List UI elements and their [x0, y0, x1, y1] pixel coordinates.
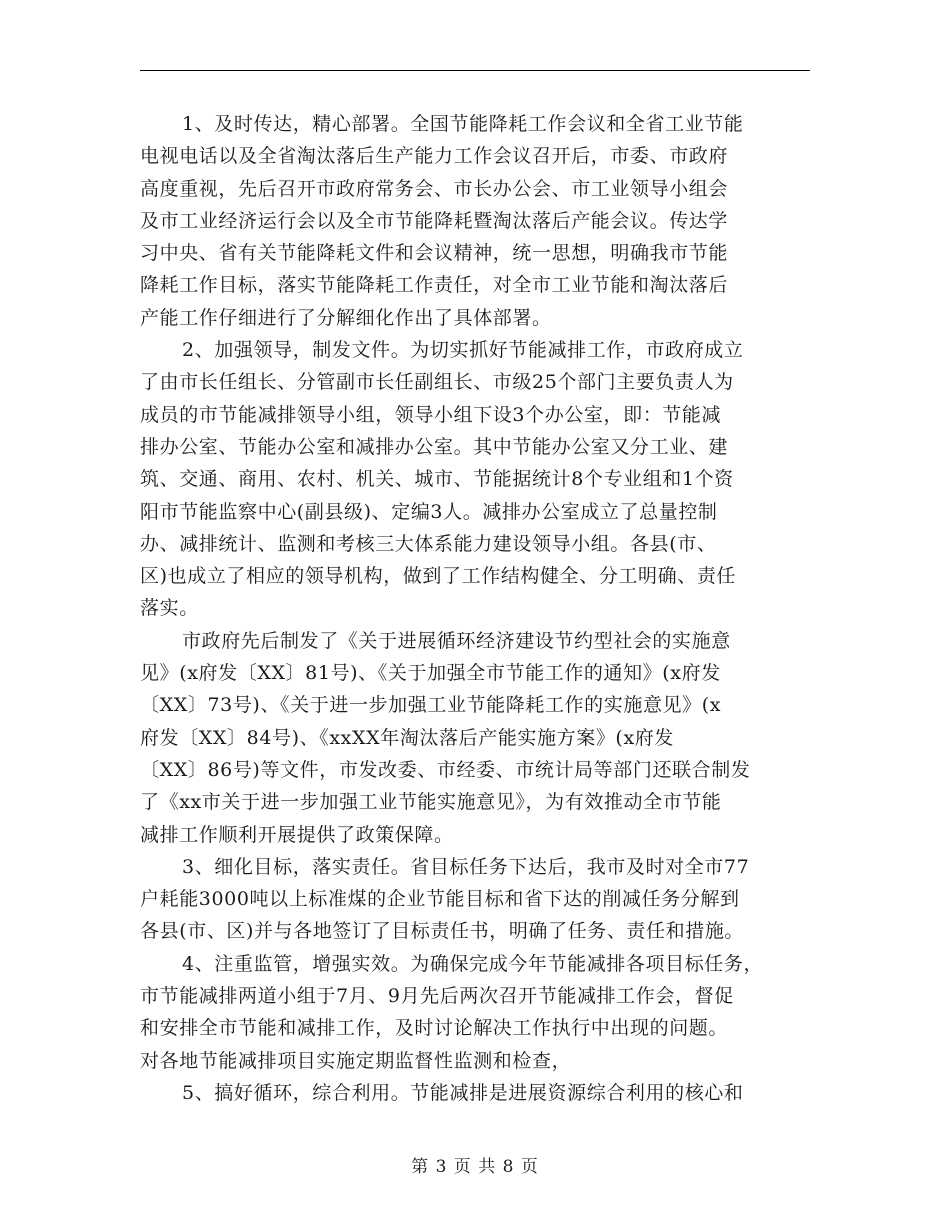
- paragraph-line: 习中央、省有关节能降耗文件和会议精神，统一思想，明确我市节能: [140, 242, 729, 265]
- paragraph-line: 户耗能3000吨以上标准煤的企业节能目标和省下达的削减任务分解到: [140, 888, 740, 911]
- document-body: [140, 108, 810, 1109]
- paragraph-line: 对各地节能减排项目实施定期监督性监测和检查，: [140, 1049, 572, 1072]
- paragraph-first-line: 3、细化目标，落实责任。省目标任务下达后，我市及时对全市77: [182, 855, 750, 878]
- paragraph-line: 〔XX〕73号)、《关于进一步加强工业节能降耗工作的实施意见》(x: [140, 694, 722, 717]
- paragraph-first-line: 4、注重监管，增强实效。为确保完成今年节能减排各项目标任务，: [182, 952, 764, 975]
- paragraph-line: 电视电话以及全省淘汰落后生产能力工作会议召开后，市委、市政府: [140, 145, 729, 168]
- paragraph-line: 了《xx市关于进一步加强工业节能实施意见》，为有效推动全市节能: [140, 791, 722, 814]
- paragraph-line: 筑、交通、商用、农村、机关、城市、节能据统计8个专业组和1个资: [140, 468, 734, 491]
- paragraph-line: 高度重视，先后召开市政府常务会、市长办公会、市工业领导小组会: [140, 177, 729, 200]
- paragraph-line: 排办公室、节能办公室和减排办公室。其中节能办公室又分工业、建: [140, 435, 729, 458]
- paragraph-line: 区)也成立了相应的领导机构，做到了工作结构健全、分工明确、责任: [140, 565, 737, 588]
- paragraph-line: 各县(市、区)并与各地签订了目标责任书，明确了任务、责任和措施。: [140, 920, 745, 943]
- header-rule: [140, 70, 810, 71]
- paragraph-line: 减排工作顺利开展提供了政策保障。: [140, 823, 454, 846]
- paragraph-line: 降耗工作目标，落实节能降耗工作责任，对全市工业节能和淘汰落后: [140, 274, 729, 297]
- paragraph-line: 府发〔XX〕84号)、《xxXX年淘汰落后产能实施方案》(x府发: [140, 726, 674, 749]
- paragraph-line: 成员的市节能减排领导小组，领导小组下设3个办公室，即：节能减: [140, 403, 722, 426]
- paragraph-first-line: 2、加强领导，制发文件。为切实抓好节能减排工作，市政府成立: [182, 339, 744, 362]
- paragraph-line: 和安排全市节能和减排工作，及时讨论解决工作执行中出现的问题。: [140, 1017, 729, 1040]
- paragraph-first-line: 市政府先后制发了《关于进展循环经济建设节约型社会的实施意: [182, 629, 731, 652]
- paragraph-line: 市节能减排两道小组于7月、9月先后两次召开节能减排工作会，督促: [140, 985, 734, 1008]
- paragraph-line: 办、减排统计、监测和考核三大体系能力建设领导小组。各县(市、: [140, 532, 717, 555]
- paragraph-line: 落实。: [140, 597, 199, 620]
- paragraph-first-line: 1、及时传达，精心部署。全国节能降耗工作会议和全省工业节能: [182, 113, 744, 135]
- paragraph-line: 及市工业经济运行会以及全市节能降耗暨淘汰落后产能会议。传达学: [140, 209, 729, 232]
- paragraph-line: 了由市长任组长、分管副市长任副组长、市级25个部门主要负责人为: [140, 371, 734, 394]
- paragraph-line: 阳市节能监察中心(副县级)、定编3人。减排办公室成立了总量控制: [140, 500, 718, 523]
- page-number: 第 3 页 共 8 页: [411, 1157, 539, 1177]
- paragraph-line: 产能工作仔细进行了分解细化作出了具体部署。: [140, 306, 552, 329]
- paragraph-line: 〔XX〕86号)等文件，市发改委、市经委、市统计局等部门还联合制发: [140, 758, 751, 781]
- paragraph-first-line: 5、搞好循环，综合利用。节能减排是进展资源综合利用的核心和: [182, 1081, 744, 1104]
- paragraph-line: 见》(x府发〔XX〕81号)、《关于加强全市节能工作的通知》(x府发: [140, 662, 721, 685]
